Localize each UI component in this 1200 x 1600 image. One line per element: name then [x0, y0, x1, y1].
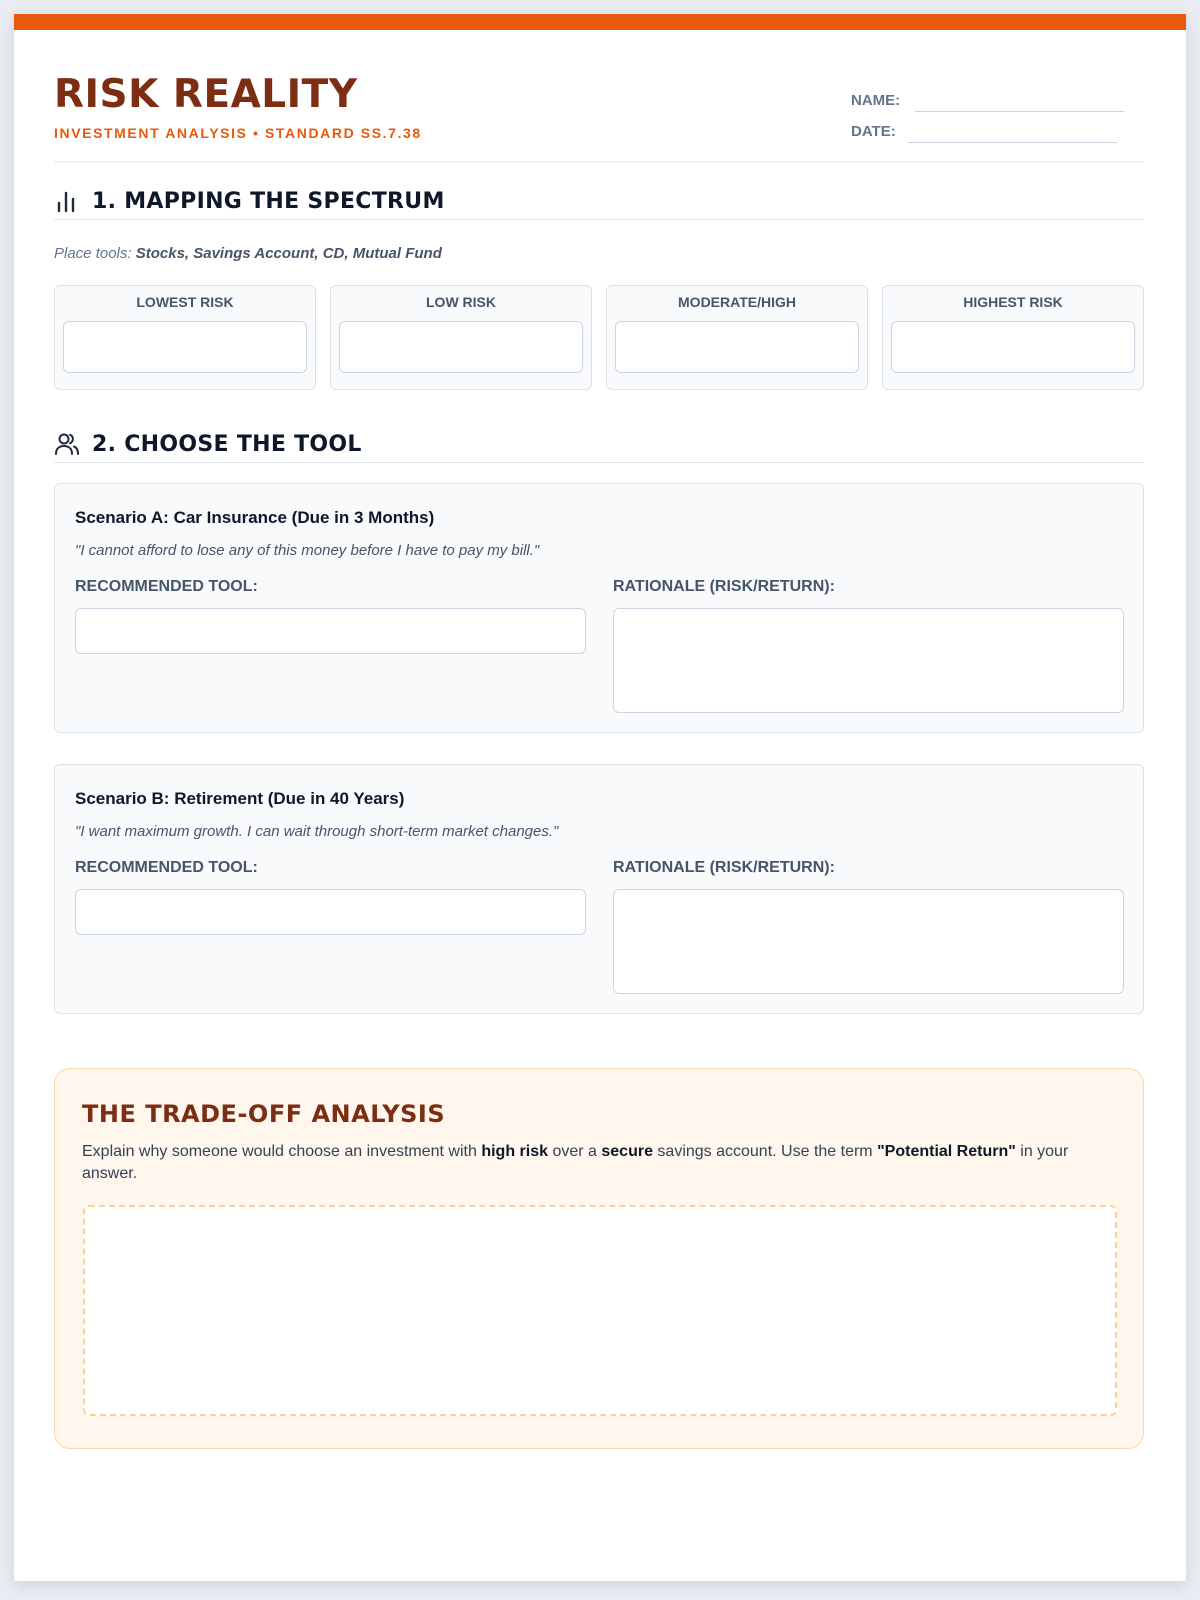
- rationale-input[interactable]: [613, 889, 1124, 994]
- bar-chart-icon: [54, 188, 80, 214]
- recommended-tool-label: RECOMMENDED TOOL:: [75, 578, 258, 595]
- worksheet-page: [14, 14, 1186, 1581]
- scenario-quote: "I want maximum growth. I can wait through short-term market changes.": [75, 823, 559, 840]
- risk-box-low: [330, 285, 592, 390]
- instructions-prefix: Place tools:: [54, 245, 136, 262]
- tradeoff-prompt: Explain why someone would choose an investment with high risk over a secure savings account. Use the term "Potential Return" in your answer.: [82, 1143, 1069, 1182]
- name-label: NAME:: [851, 92, 901, 109]
- risk-label: MODERATE/HIGH: [678, 294, 796, 310]
- spectrum-instructions: [54, 245, 442, 262]
- risk-spectrum: [54, 285, 1144, 390]
- scenario-b-card: [54, 764, 1144, 1014]
- risk-input-lowest[interactable]: [63, 321, 307, 373]
- section-2-title: 2. CHOOSE THE TOOL: [92, 431, 362, 457]
- date-label: DATE:: [851, 123, 896, 140]
- date-field[interactable]: [908, 142, 1117, 143]
- page-title: RISK REALITY: [54, 72, 358, 117]
- name-field[interactable]: [915, 111, 1124, 112]
- section-1-heading: [54, 188, 445, 214]
- scenario-quote: "I cannot afford to lose any of this money before I have to pay my bill.": [75, 542, 540, 559]
- users-icon: [54, 431, 80, 457]
- rationale-label: RATIONALE (RISK/RETURN):: [613, 859, 835, 876]
- recommended-tool-input[interactable]: [75, 889, 586, 935]
- instructions-items: Stocks, Savings Account, CD, Mutual Fund: [135, 245, 442, 262]
- tradeoff-title: THE TRADE-OFF ANALYSIS: [82, 1100, 446, 1128]
- risk-label: LOW RISK: [426, 294, 496, 310]
- tradeoff-panel: [54, 1068, 1144, 1449]
- section-1-divider: [54, 219, 1144, 220]
- rationale-label: RATIONALE (RISK/RETURN):: [613, 578, 835, 595]
- recommended-tool-input[interactable]: [75, 608, 586, 654]
- recommended-tool-label: RECOMMENDED TOOL:: [75, 859, 258, 876]
- header-divider: [54, 161, 1144, 163]
- risk-input-moderate-high[interactable]: [615, 321, 859, 373]
- risk-label: LOWEST RISK: [136, 294, 234, 310]
- section-1-title: 1. MAPPING THE SPECTRUM: [92, 188, 445, 214]
- tradeoff-answer-area[interactable]: [83, 1205, 1117, 1416]
- risk-label: HIGHEST RISK: [963, 294, 1063, 310]
- page-subtitle: INVESTMENT ANALYSIS • STANDARD SS.7.38: [54, 125, 422, 141]
- section-2-heading: [54, 431, 362, 457]
- risk-box-moderate-high: [606, 285, 868, 390]
- risk-input-highest[interactable]: [891, 321, 1135, 373]
- scenario-a-card: [54, 483, 1144, 733]
- risk-box-lowest: [54, 285, 316, 390]
- scenario-title: Scenario A: Car Insurance (Due in 3 Months): [75, 508, 435, 527]
- rationale-input[interactable]: [613, 608, 1124, 713]
- scenario-title: Scenario B: Retirement (Due in 40 Years): [75, 789, 405, 808]
- risk-box-highest: [882, 285, 1144, 390]
- section-2-divider: [54, 462, 1144, 463]
- risk-input-low[interactable]: [339, 321, 583, 373]
- accent-bar: [14, 14, 1186, 30]
